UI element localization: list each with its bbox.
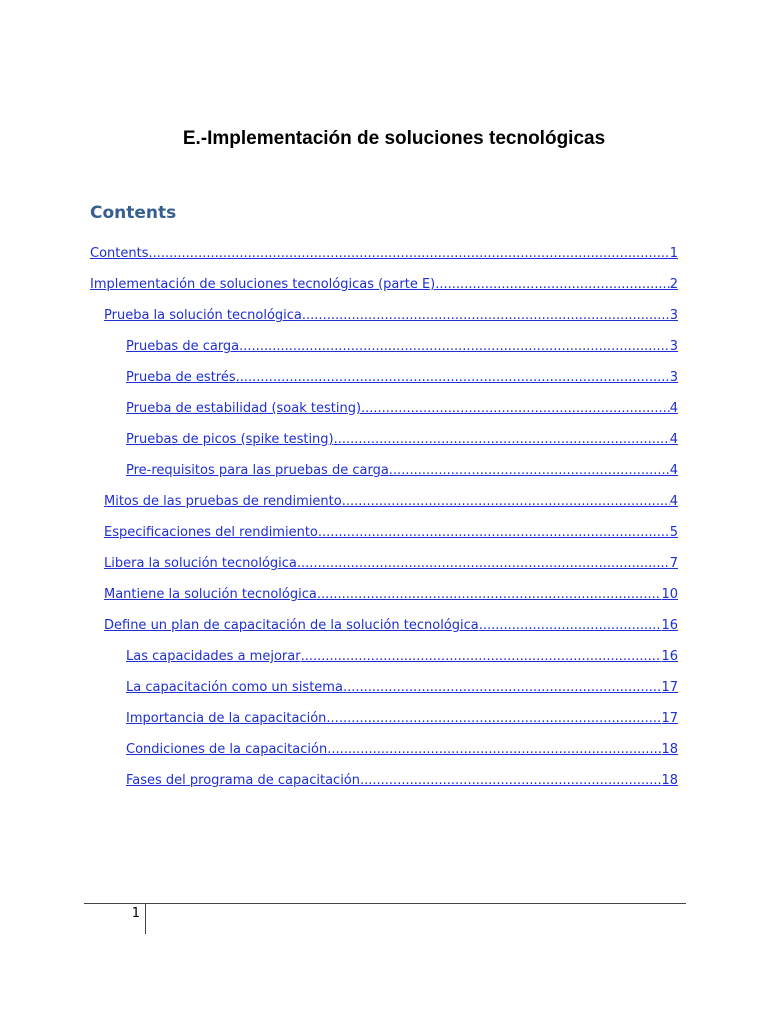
toc-leader-dots [148,244,669,264]
toc-entry-text: Contents [90,246,149,261]
toc-entry-text: Condiciones de la capacitación [126,742,328,757]
toc-entry[interactable] [90,275,678,306]
toc-entry-page: 4 [669,494,678,509]
toc-leader-dots [236,368,670,388]
toc-link[interactable] [126,399,678,419]
toc-link[interactable] [104,492,678,512]
toc-entry-page: 5 [669,525,678,540]
toc-entry[interactable] [90,337,678,368]
toc-entry-page: 3 [669,339,678,354]
toc-entry-text: Implementación de soluciones tecnológicas (parte E) [90,277,436,292]
document-title: E.-Implementación de soluciones tecnológicas [182,128,606,149]
page-number: 1 [131,906,140,921]
toc-leader-dots [435,275,669,295]
table-of-contents [90,244,678,802]
toc-entry-text: Mitos de las pruebas de rendimiento [104,494,342,509]
toc-link[interactable] [126,337,678,357]
toc-link[interactable] [104,554,678,574]
toc-leader-dots [302,306,670,326]
toc-entry[interactable] [90,244,678,275]
toc-entry-text: Pruebas de carga [126,339,240,354]
toc-leader-dots [479,616,662,636]
toc-entry-page: 16 [661,618,678,633]
toc-link[interactable] [104,306,678,326]
toc-link[interactable] [126,461,678,481]
toc-link[interactable] [90,244,678,264]
toc-leader-dots [317,585,662,605]
toc-entry-text: Fases del programa de capacitación [126,773,360,788]
footer-divider [84,903,686,904]
toc-link[interactable] [126,647,678,667]
toc-entry-page: 17 [661,680,678,695]
toc-link[interactable] [104,585,678,605]
toc-entry-text: Pruebas de picos (spike testing) [126,432,334,447]
toc-entry-text: Especificaciones del rendimiento [104,525,318,540]
toc-entry[interactable] [90,709,678,740]
toc-entry[interactable] [90,306,678,337]
toc-link[interactable] [104,616,678,636]
toc-entry-text: Prueba de estrés [126,370,236,385]
toc-entry[interactable] [90,430,678,461]
toc-leader-dots [239,337,670,357]
toc-entry[interactable] [90,616,678,647]
toc-entry-page: 10 [661,587,678,602]
toc-entry-text: Prueba la solución tecnológica [104,308,302,323]
toc-entry-text: La capacitación como un sistema [126,680,343,695]
toc-leader-dots [389,461,670,481]
toc-entry-text: Importancia de la capacitación [126,711,327,726]
toc-entry-text: Prueba de estabilidad (soak testing) [126,401,362,416]
toc-link[interactable] [90,275,678,295]
toc-link[interactable] [126,430,678,450]
toc-entry-text: Mantiene la solución tecnológica [104,587,317,602]
toc-leader-dots [327,740,661,760]
toc-entry-page: 17 [661,711,678,726]
toc-entry-page: 2 [669,277,678,292]
toc-entry-page: 4 [669,463,678,478]
toc-entry-text: Define un plan de capacitación de la solución tecnológica [104,618,479,633]
toc-entry[interactable] [90,523,678,554]
toc-leader-dots [318,523,670,543]
toc-link[interactable] [126,678,678,698]
toc-entry-page: 18 [661,742,678,757]
toc-entry-text: Libera la solución tecnológica [104,556,297,571]
toc-link[interactable] [126,771,678,791]
toc-entry-page: 4 [669,401,678,416]
toc-leader-dots [301,647,662,667]
toc-entry-page: 3 [669,370,678,385]
toc-entry[interactable] [90,740,678,771]
toc-entry[interactable] [90,399,678,430]
toc-heading: Contents [90,203,177,223]
toc-entry-page: 7 [669,556,678,571]
toc-entry-text: Pre-requisitos para las pruebas de carga [126,463,389,478]
toc-entry[interactable] [90,771,678,802]
toc-entry-page: 16 [661,649,678,664]
toc-entry[interactable] [90,585,678,616]
toc-link[interactable] [126,709,678,729]
toc-entry[interactable] [90,368,678,399]
toc-entry-page: 4 [669,432,678,447]
toc-entry[interactable] [90,492,678,523]
toc-leader-dots [326,709,661,729]
toc-link[interactable] [126,740,678,760]
toc-entry-page: 1 [669,246,678,261]
toc-leader-dots [343,678,662,698]
toc-link[interactable] [104,523,678,543]
toc-leader-dots [361,399,670,419]
toc-entry[interactable] [90,678,678,709]
toc-entry[interactable] [90,554,678,585]
toc-entry-page: 3 [669,308,678,323]
toc-leader-dots [342,492,670,512]
toc-leader-dots [297,554,670,574]
toc-entry[interactable] [90,647,678,678]
toc-leader-dots [360,771,661,791]
toc-entry-page: 18 [661,773,678,788]
footer-vertical-divider [145,903,146,934]
toc-entry-text: Las capacidades a mejorar [126,649,301,664]
toc-leader-dots [334,430,670,450]
toc-entry[interactable] [90,461,678,492]
toc-link[interactable] [126,368,678,388]
